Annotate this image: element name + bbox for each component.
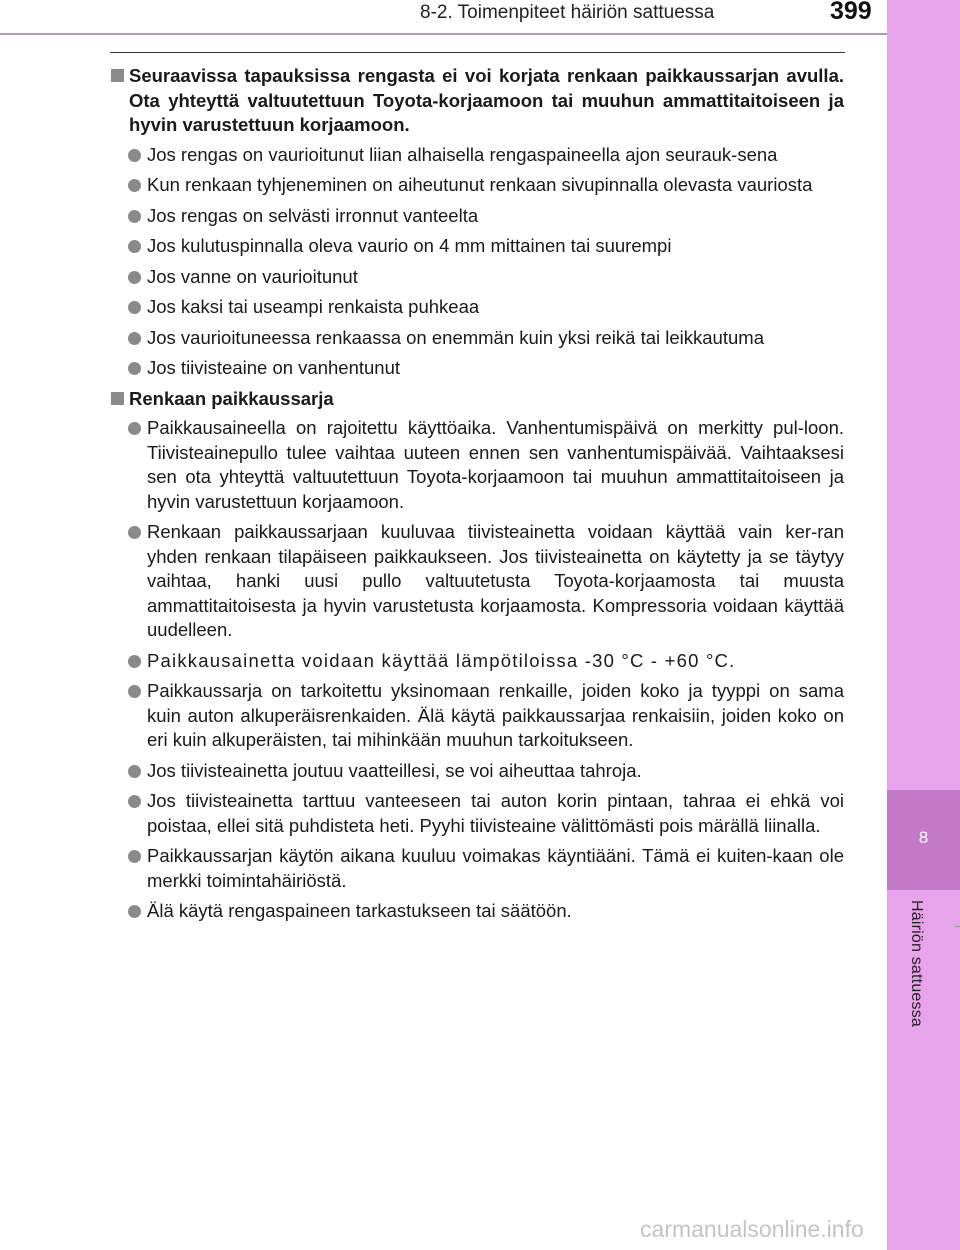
list-item-text: Jos tiivisteaine on vanhentunut [147,357,401,378]
circle-bullet-icon [128,362,141,375]
circle-bullet-icon [128,179,141,192]
list-item [110,679,844,753]
chapter-side-tab [887,0,960,1250]
list-item [110,143,844,168]
circle-bullet-icon [128,685,141,698]
list-item-text: Paikkausainetta voidaan käyttää lämpötiloissa -30 °C - +60 °C. [147,649,736,671]
circle-bullet-icon [128,765,141,778]
list-item-text: Jos tiivisteainetta joutuu vaatteillesi, se voi aiheuttaa tahroja. [147,759,642,781]
list-item [110,173,844,198]
circle-bullet-icon [128,905,141,918]
list-item-text: Jos rengas on vaurioitunut liian alhaisella rengaspaineella ajon seurauk-sena [147,143,778,165]
circle-bullet-icon [128,795,141,808]
list-item-text: Paikkaussarjan käytön aikana kuuluu voimakas käyntiääni. Tämä ei kuiten-kaan ole merkki toimintahäiriöstä. [147,845,844,891]
circle-bullet-icon [128,149,141,162]
list-item-text: Jos rengas on selvästi irronnut vanteelta [147,204,479,226]
header-rule [0,33,887,35]
list-item-text: Paikkaussarja on tarkoitettu yksinomaan renkaille, joiden koko ja tyyppi on sama kuin auton alkuperäisrenkaiden. Älä käytä paikkaussarjaa renkaisiin, joiden koko on eri kuin alkuperäisten, tai mihinkään muuhun tarkoitukseen. [147,680,844,750]
circle-bullet-icon [128,301,141,314]
list-item [110,899,844,924]
circle-bullet-icon [128,271,141,284]
list-item [110,356,844,381]
list-item [110,326,844,351]
list-item [110,844,844,893]
list-item-text: Jos vanne on vaurioitunut [147,265,358,287]
square-bullet-icon [111,392,124,405]
circle-bullet-icon [128,210,141,223]
section-heading [110,64,844,138]
page-number: 399 [830,0,872,25]
square-bullet-icon [111,69,124,82]
circle-bullet-icon [128,526,141,539]
list-item [110,295,844,320]
list-item-text: Älä käytä rengaspaineen tarkastukseen tai säätöön. [147,900,572,921]
list-item [110,234,844,259]
list-item [110,789,844,838]
circle-bullet-icon [128,422,141,435]
list-item-text: Renkaan paikkaussarjaan kuuluvaa tiivisteainetta voidaan käyttää vain ker-ran yhden renkaan tilapäiseen paikkaukseen. Jos tiivisteainetta on käytetty ja se täytyy vaihtaa, hanki uusi pullo valtuutetusta Toyota-korjaamosta tai muusta ammattitaitoisesta ja hyvin varustetusta korjaamosta. Kompressoria voidaan käyttää uudelleen. [147,521,844,640]
crop-mark [954,926,960,927]
list-item-text: Jos kaksi tai useampi renkaista puhkeaa [147,296,480,317]
content-top-rule [110,52,845,53]
list-item-text: Jos kulutuspinnalla oleva vaurio on 4 mm mittainen tai suurempi [147,235,672,256]
page-header-title: 8-2. Toimenpiteet häiriön sattuessa [420,2,715,23]
circle-bullet-icon [128,332,141,345]
chapter-number: 8 [918,828,929,847]
watermark: carmanualsonline.info [640,1216,864,1242]
section-heading-text: Renkaan paikkaussarja [129,387,334,409]
list-item [110,649,844,674]
list-item [110,520,844,643]
list-item-text: Paikkausaineella on rajoitettu käyttöaika. Vanhentumispäivä on merkitty pul-loon. Tiivisteainepullo tulee vaihtaa uuteen ennen sen vanhentumispäivää. Vaihtaaksesi sen ota yhteyttä valtuutettuun Toyota-korjaamoon tai muuhun ammattitaitoiseen ja hyvin varustettuun korjaamoon. [147,417,844,512]
list-item-text: Kun renkaan tyhjeneminen on aiheutunut renkaan sivupinnalla olevasta vauriosta [147,174,813,195]
section-heading [110,387,844,412]
circle-bullet-icon [128,850,141,863]
chapter-side-label: Häiriön sattuessa [908,900,925,1028]
list-item-text: Jos vaurioituneessa renkaassa on enemmän kuin yksi reikä tai leikkautuma [147,326,764,348]
page-content [110,64,844,930]
list-item [110,204,844,229]
list-item [110,265,844,290]
circle-bullet-icon [128,655,141,668]
list-item [110,416,844,514]
circle-bullet-icon [128,240,141,253]
list-item-text: Jos tiivisteainetta tarttuu vanteeseen tai auton korin pintaan, tahraa ei ehkä voi poistaa, ellei sitä puhdisteta heti. Pyyhi tiivisteaine välittömästi pois märällä liinalla. [147,790,844,836]
list-item [110,759,844,784]
section-heading-text: Seuraavissa tapauksissa rengasta ei voi korjata renkaan paikkaussarjan avulla. Ota yhteyttä valtuutettuun Toyota-korjaamoon tai muuhun ammattitaitoiseen ja hyvin varustettuun korjaamoon. [129,65,844,135]
